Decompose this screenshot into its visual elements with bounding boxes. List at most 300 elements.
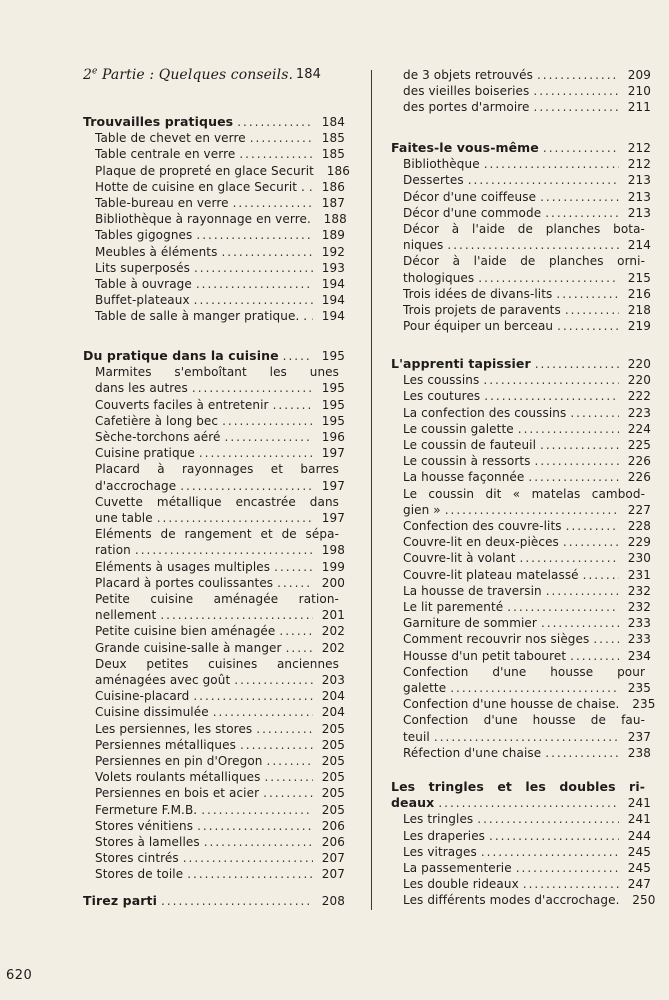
dot-leader (233, 196, 313, 210)
dot-leader (484, 389, 619, 403)
dot-leader (447, 238, 619, 252)
toc-entry (391, 582, 651, 598)
toc-entry-label: Les tringles (403, 812, 474, 827)
toc-entry-page: 250 (632, 893, 656, 908)
toc-entry-label: Le coussin galette (403, 421, 514, 436)
toc-entry-page: 218 (627, 303, 651, 317)
toc-entry-label: Table de chevet en verre (95, 131, 246, 146)
toc-entry-continuation (391, 679, 651, 695)
toc-entry-page: 213 (627, 205, 651, 220)
toc-entry-page: 213 (627, 189, 651, 204)
dot-leader (283, 349, 313, 363)
toc-entry-label: Dessertes (403, 173, 464, 188)
toc-entry-label: Les double rideaux (403, 877, 519, 892)
dot-leader (520, 551, 619, 565)
dot-leader (543, 141, 619, 155)
toc-entry-continuation (391, 728, 651, 744)
dot-leader (583, 568, 619, 582)
toc-entry (83, 145, 345, 161)
dot-leader (135, 543, 313, 557)
toc-entry (83, 687, 345, 703)
toc-entry (391, 517, 651, 533)
toc-entry (83, 655, 345, 671)
dot-leader (563, 535, 619, 549)
part-heading (83, 66, 345, 82)
toc-entry-label: Placard à portes coulissantes (95, 575, 274, 590)
dot-leader (240, 738, 313, 752)
toc-entry-label: Petite cuisine aménagée ration- (95, 592, 339, 606)
toc-entry-continuation (391, 501, 651, 517)
toc-entry (391, 204, 651, 220)
toc-entry-label: Cafetière à long bec (95, 413, 219, 428)
dot-leader (286, 641, 313, 655)
toc-entry-label: Les coussins (403, 373, 480, 388)
toc-entry-page: 233 (627, 616, 651, 631)
toc-entry (83, 259, 345, 275)
toc-entry-label: Bibliothèque à rayonnage en verre. (95, 212, 311, 227)
toc-entry-label: Stores à lamelles (95, 835, 200, 849)
toc-entry-page: 230 (627, 551, 651, 566)
toc-entry (83, 833, 345, 849)
toc-entry-label: Plaque de propreté en glace Securit (95, 163, 314, 178)
toc-entry-continuation (83, 606, 345, 622)
dot-leader (273, 398, 313, 412)
toc-entry-continuation (83, 671, 345, 687)
toc-entry (391, 188, 651, 204)
toc-entry-label: Persiennes métalliques (95, 737, 236, 752)
toc-entry-page: 235 (632, 697, 656, 712)
toc-entry-label: Couvre-lit plateau matelassé (403, 567, 579, 582)
toc-entry (391, 468, 651, 484)
toc-entry-page: 202 (321, 624, 345, 639)
toc-entry-page: 203 (321, 673, 345, 687)
toc-entry (83, 817, 345, 833)
toc-entry (83, 129, 345, 145)
toc-entry (391, 371, 651, 387)
toc-entry (83, 162, 350, 178)
dot-leader (533, 84, 619, 98)
section-heading (391, 778, 651, 794)
toc-entry-page: 227 (627, 502, 651, 517)
toc-entry (391, 387, 651, 403)
toc-entry (83, 460, 345, 476)
toc-entry-page: 205 (321, 737, 345, 752)
toc-entry-page: 237 (627, 729, 651, 744)
toc-entry-label: Cuisine-placard (95, 689, 190, 704)
toc-entry-page: 216 (627, 286, 651, 301)
dot-leader (434, 730, 619, 744)
dot-leader (264, 770, 313, 784)
toc-entry-label (83, 68, 293, 82)
toc-entry-label: Eléments de rangement et de sépa- (95, 527, 339, 542)
dot-leader (518, 422, 619, 436)
toc-entry-page: 194 (321, 293, 345, 308)
toc-entry (391, 404, 651, 420)
toc-entry-label: Cuisine pratique (95, 446, 195, 461)
toc-entry-page: 219 (627, 319, 651, 334)
toc-entry-label: Deux petites cuisines anciennes (95, 656, 339, 671)
toc-entry-page: 205 (321, 802, 345, 817)
toc-entry-page: 205 (321, 754, 345, 768)
toc-entry-page: 185 (321, 147, 345, 162)
toc-entry (391, 317, 651, 333)
page-number: 620 (6, 968, 33, 983)
toc-entry-label: Cuvette métallique encastrée dans (95, 494, 339, 509)
toc-entry-page: 209 (627, 68, 651, 82)
toc-entry-label: Décor à l'aide de planches orni- (403, 254, 645, 269)
toc-entry-label: d'accrochage (95, 478, 177, 493)
toc-entry-page: 228 (627, 519, 651, 533)
dot-leader (484, 157, 619, 171)
toc-entry-page: 186 (326, 163, 350, 178)
toc-entry (391, 711, 651, 727)
toc-entry (391, 598, 651, 614)
toc-entry-page: 207 (321, 867, 345, 882)
toc-entry-label: de 3 objets retrouvés (403, 68, 533, 82)
toc-entry-label: Table de salle à manger pratique. . (95, 309, 308, 324)
toc-entry-label: aménagées avec goût (95, 673, 231, 687)
toc-entry (83, 574, 345, 590)
toc-entry-label: Lits superposés (95, 260, 190, 275)
dot-leader (309, 180, 313, 194)
dot-leader (277, 576, 313, 590)
toc-entry-label: deaux (391, 795, 435, 811)
dot-leader (201, 803, 313, 817)
dot-leader (196, 228, 313, 242)
toc-entry (391, 843, 651, 859)
toc-entry-page: 233 (627, 632, 651, 647)
toc-entry-page: 215 (627, 270, 651, 285)
toc-entry-label: Stores cintrés (95, 851, 179, 866)
toc-entry-label: Réfection d'une chaise (403, 745, 542, 760)
dot-leader (183, 851, 313, 865)
toc-entry-label: une table (95, 511, 153, 525)
toc-entry-page: 247 (627, 877, 651, 892)
toc-entry (83, 639, 345, 655)
dot-leader (593, 632, 619, 646)
toc-entry-label: niques (403, 238, 444, 253)
toc-entry-label: nellement (95, 608, 157, 623)
toc-entry-page: 195 (321, 397, 345, 412)
dot-leader (221, 245, 313, 259)
dot-leader (199, 446, 313, 460)
toc-entry-label: Persiennes en bois et acier (95, 786, 260, 801)
dot-leader (566, 519, 619, 533)
toc-entry (83, 801, 345, 817)
toc-entry-label: galette (403, 681, 447, 695)
toc-entry-page: 193 (321, 260, 345, 275)
toc-entry-page: 225 (627, 438, 651, 452)
toc-entry-label: Buffet-plateaux (95, 293, 190, 308)
toc-entry-page: 238 (627, 745, 651, 760)
dot-leader (445, 503, 619, 517)
toc-entry-label: Trois projets de paravents (403, 303, 561, 317)
toc-entry-page: 220 (627, 373, 651, 388)
toc-entry-label: Trois idées de divans-lits (403, 286, 553, 301)
dot-leader (535, 357, 619, 371)
toc-entry-page: 184 (321, 115, 345, 129)
toc-entry-continuation (391, 236, 651, 252)
toc-entry (391, 301, 651, 317)
toc-entry-page: 231 (627, 567, 651, 582)
dot-leader (194, 293, 313, 307)
toc-entry-label: Décor d'une commode (403, 205, 542, 220)
dot-leader (225, 430, 313, 444)
toc-entry-page: 226 (627, 454, 651, 469)
toc-entry (83, 493, 345, 509)
toc-entry (83, 752, 345, 768)
toc-entry-label: des vieilles boiseries (403, 84, 530, 99)
toc-entry (83, 275, 345, 291)
toc-entry (83, 736, 345, 752)
toc-entry-label: des portes d'armoire (403, 100, 530, 115)
toc-entry (391, 252, 651, 268)
toc-entry (391, 171, 651, 187)
dot-leader (537, 68, 619, 82)
dot-leader (157, 511, 313, 525)
toc-entry (391, 695, 656, 712)
dot-leader (234, 673, 313, 687)
toc-entry-page: 200 (321, 575, 345, 590)
toc-entry-label: Cuisine dissimulée (95, 705, 209, 720)
toc-entry-page: 205 (321, 786, 345, 801)
toc-entry-page: 212 (627, 157, 651, 172)
toc-entry (83, 865, 345, 881)
toc-entry (83, 622, 345, 638)
toc-entry-label: Table-bureau en verre (95, 196, 229, 210)
toc-entry-page: 195 (321, 413, 345, 428)
dot-leader (528, 470, 619, 484)
toc-entry-page: 208 (321, 894, 345, 908)
dot-leader (194, 261, 313, 275)
toc-entry-page: 194 (321, 277, 345, 291)
toc-entry-label: Le coussin de fauteuil (403, 438, 537, 452)
toc-entry-page: 205 (321, 721, 345, 736)
toc-entry (391, 663, 651, 679)
dot-leader (483, 373, 619, 387)
toc-entry (391, 744, 651, 760)
toc-entry-continuation (83, 541, 345, 557)
toc-entry (83, 768, 345, 784)
toc-entry (83, 194, 345, 210)
toc-entry-label: Les draperies (403, 828, 486, 843)
dot-leader (534, 100, 619, 114)
dot-leader (570, 649, 619, 663)
toc-entry-continuation (83, 477, 345, 493)
dot-leader (161, 894, 313, 908)
toc-entry-label: Du pratique dans la cuisine (83, 348, 279, 363)
column-divider (371, 70, 372, 910)
toc-entry (83, 291, 345, 307)
toc-entry-page: 188 (323, 212, 347, 227)
toc-entry-label: Les différents modes d'accrochage. (403, 893, 620, 908)
toc-entry-page: 235 (627, 681, 651, 695)
toc-entry (391, 485, 651, 501)
dot-leader (222, 414, 313, 428)
toc-entry-label: Tables gigognes (95, 228, 193, 243)
dot-leader (237, 115, 313, 129)
dot-leader (213, 705, 313, 719)
toc-entry (391, 875, 651, 891)
toc-entry-label: La housse de traversin (403, 583, 542, 598)
dot-leader (279, 624, 313, 638)
toc-entry (391, 66, 651, 82)
toc-entry-label: Confection d'une housse pour (403, 664, 645, 679)
toc-entry-label: La passementerie (403, 861, 512, 875)
toc-entry (83, 720, 345, 736)
toc-entry-page: 207 (321, 851, 345, 866)
toc-entry-page: 185 (321, 131, 345, 146)
dot-leader (256, 722, 313, 736)
toc-entry-label: Stores vénitiens (95, 818, 194, 833)
toc-entry-page: 201 (321, 608, 345, 623)
toc-entry (83, 226, 345, 242)
toc-entry-page: 196 (321, 430, 345, 444)
toc-entry-label: Eléments à usages multiples (95, 559, 271, 574)
toc-entry-page: 187 (321, 196, 345, 210)
toc-entry (391, 891, 656, 908)
dot-leader (274, 560, 313, 574)
toc-entry (83, 412, 345, 428)
toc-entry-label: Volets roulants métalliques (95, 770, 261, 785)
toc-entry-page: 212 (627, 141, 651, 155)
toc-entry-page: 184 (295, 67, 322, 82)
toc-entry-label: dans les autres (95, 381, 188, 396)
toc-entry (83, 444, 345, 460)
toc-entry (391, 533, 651, 549)
toc-entry-page: 189 (321, 228, 345, 243)
toc-entry-label: thologiques (403, 270, 475, 285)
dot-leader (570, 406, 619, 420)
dot-leader (516, 861, 619, 875)
toc-entry (391, 82, 651, 98)
toc-entry-label: Table centrale en verre (95, 147, 236, 162)
dot-leader (565, 303, 619, 317)
toc-entry (83, 428, 345, 444)
toc-entry-label: Sèche-torchons aéré (95, 430, 221, 444)
toc-entry-page: 222 (627, 389, 651, 404)
toc-entry-page: 241 (627, 796, 651, 811)
toc-entry (391, 614, 651, 630)
toc-entry-label: Housse d'un petit tabouret (403, 648, 567, 663)
toc-entry-page: 213 (627, 173, 651, 188)
toc-entry-page: 226 (627, 470, 651, 485)
toc-entry-label: Tirez parti (83, 893, 157, 908)
toc-entry-page: 199 (321, 559, 345, 574)
toc-entry-page: 244 (627, 828, 651, 843)
toc-entry-label: Meubles à éléments (95, 244, 218, 259)
section-heading (83, 892, 345, 908)
toc-entry-page: 245 (627, 861, 651, 875)
toc-entry-label: Garniture de sommier (403, 616, 537, 631)
dot-leader (192, 381, 313, 395)
section-heading (83, 113, 345, 129)
toc-entry-continuation (83, 379, 345, 395)
toc-entry-label: Décor d'une coiffeuse (403, 189, 537, 204)
toc-entry-page: 202 (321, 640, 345, 655)
toc-entry-page: 197 (321, 446, 345, 461)
toc-entry-page: 210 (627, 84, 651, 99)
toc-entry-label: Les vitrages (403, 844, 477, 859)
toc-entry (391, 630, 651, 646)
dot-leader (438, 796, 619, 810)
toc-entry-label: Bibliothèque (403, 157, 480, 172)
toc-entry (391, 420, 651, 436)
toc-entry-label: ration (95, 543, 131, 558)
toc-entry (83, 243, 345, 259)
dot-leader (180, 479, 313, 493)
toc-entry-label: Confection d'une housse de fau- (403, 713, 645, 728)
dot-leader (477, 812, 619, 826)
toc-entry-label: teuil (403, 729, 430, 744)
toc-entry-label: Table à ouvrage (95, 277, 192, 291)
part-superscript: e (92, 66, 98, 77)
dot-leader (523, 877, 619, 891)
toc-entry (83, 558, 345, 574)
section-heading (83, 347, 345, 363)
dot-leader (540, 190, 619, 204)
dot-leader (450, 681, 619, 695)
toc-entry (83, 590, 345, 606)
dot-leader (556, 287, 619, 301)
dot-leader (267, 754, 313, 768)
toc-entry-page: 245 (627, 844, 651, 859)
dot-leader (187, 867, 313, 881)
toc-entry-page: 211 (627, 100, 651, 115)
section-heading-continuation (391, 794, 651, 810)
toc-entry-label: Les tringles et les doubles ri- (391, 779, 645, 794)
dot-leader (263, 786, 313, 800)
toc-entry-label: Couverts faciles à entretenir (95, 397, 269, 412)
toc-entry-page: 197 (321, 511, 345, 525)
dot-leader (478, 271, 619, 285)
toc-entry-label: La housse façonnée (403, 470, 525, 485)
toc-entry-page: 206 (321, 835, 345, 849)
toc-entry (391, 810, 651, 826)
toc-entry-page: 205 (321, 770, 345, 785)
toc-entry-page: 204 (321, 689, 345, 704)
toc-entry (391, 452, 651, 468)
toc-entry (391, 647, 651, 663)
toc-entry-label: Couvre-lit en deux-pièces (403, 535, 559, 550)
toc-entry-page: 234 (627, 648, 651, 663)
toc-entry (83, 703, 345, 719)
dot-leader (311, 309, 313, 323)
toc-entry-label: Marmites s'emboîtant les unes (95, 365, 339, 380)
toc-entry (391, 220, 651, 236)
toc-entry-page: 241 (627, 812, 651, 827)
dot-leader (489, 829, 619, 843)
toc-entry-label: Pour équiper un berceau (403, 319, 554, 334)
dot-leader (197, 819, 313, 833)
toc-entry-label: Petite cuisine bien aménagée (95, 624, 276, 639)
toc-entry (391, 566, 651, 582)
dot-leader (507, 600, 619, 614)
toc-entry-label: Faites-le vous-même (391, 140, 539, 155)
toc-entry (83, 784, 345, 800)
toc-entry (391, 285, 651, 301)
dot-leader (193, 689, 313, 703)
toc-entry (83, 307, 345, 323)
dot-leader (557, 319, 619, 333)
dot-leader (546, 584, 619, 598)
toc-entry (83, 396, 345, 412)
toc-entry (83, 363, 345, 379)
toc-entry-page: 204 (321, 705, 345, 720)
section-heading (391, 355, 651, 371)
dot-leader (545, 206, 619, 220)
part-title: Partie : Quelques conseils. (97, 67, 294, 83)
